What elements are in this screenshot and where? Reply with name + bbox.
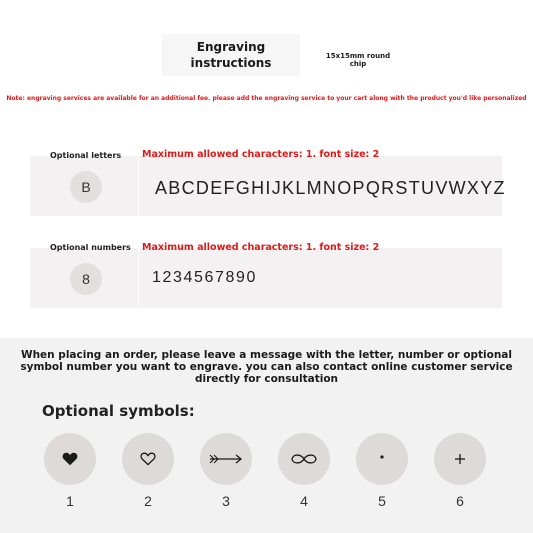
number-sample: 8 bbox=[82, 271, 90, 287]
symbol-5-number: 5 bbox=[378, 493, 386, 509]
dot-icon bbox=[376, 451, 388, 463]
plus-icon bbox=[454, 453, 466, 465]
numbers-label: Optional numbers bbox=[50, 243, 131, 252]
heart-outline-icon bbox=[140, 452, 156, 466]
symbol-3-number: 3 bbox=[222, 493, 230, 509]
symbol-2-circle bbox=[122, 433, 174, 485]
heart-filled-icon bbox=[62, 452, 78, 466]
symbol-2-number: 2 bbox=[144, 493, 152, 509]
title-line-1: Engraving bbox=[196, 40, 266, 54]
chip-size-line-2: chip bbox=[349, 60, 367, 68]
infinity-icon bbox=[289, 452, 319, 466]
title-box bbox=[162, 34, 300, 76]
symbol-5-circle bbox=[356, 433, 408, 485]
letter-sample-circle bbox=[70, 171, 102, 203]
symbols-title: Optional symbols: bbox=[42, 402, 195, 420]
symbol-6-number: 6 bbox=[456, 493, 464, 509]
letters-limit: Maximum allowed characters: 1. font size: 2 bbox=[142, 149, 380, 160]
letters-label: Optional letters bbox=[50, 151, 122, 160]
fee-note: Note: engraving services are available for an additional fee. please add the engraving service to your cart along with the product you'd like personalized bbox=[6, 95, 527, 102]
symbol-4-number: 4 bbox=[300, 493, 308, 509]
numbers-list: 1234567890 bbox=[152, 269, 257, 286]
symbol-3-circle bbox=[200, 433, 252, 485]
number-sample-circle bbox=[70, 263, 102, 295]
letter-sample: B bbox=[81, 179, 91, 195]
chip-size-line-1: 15x15mm round bbox=[325, 52, 391, 60]
chip-size-label bbox=[322, 52, 394, 68]
order-message: When placing an order, please leave a message with the letter, number or optional symbol number you want to engrave. you can also contact online customer service directly for consultation bbox=[20, 349, 513, 385]
numbers-limit: Maximum allowed characters: 1. font size: 2 bbox=[142, 242, 380, 253]
symbol-1-circle bbox=[44, 433, 96, 485]
letters-list: ABCDEFGHIJKLMNOPQRSTUVWXYZ bbox=[155, 178, 506, 198]
symbol-4-circle bbox=[278, 433, 330, 485]
title-line-2: instructions bbox=[190, 56, 272, 70]
symbol-1-number: 1 bbox=[66, 493, 74, 509]
arrow-icon bbox=[208, 453, 244, 465]
symbol-6-circle bbox=[434, 433, 486, 485]
